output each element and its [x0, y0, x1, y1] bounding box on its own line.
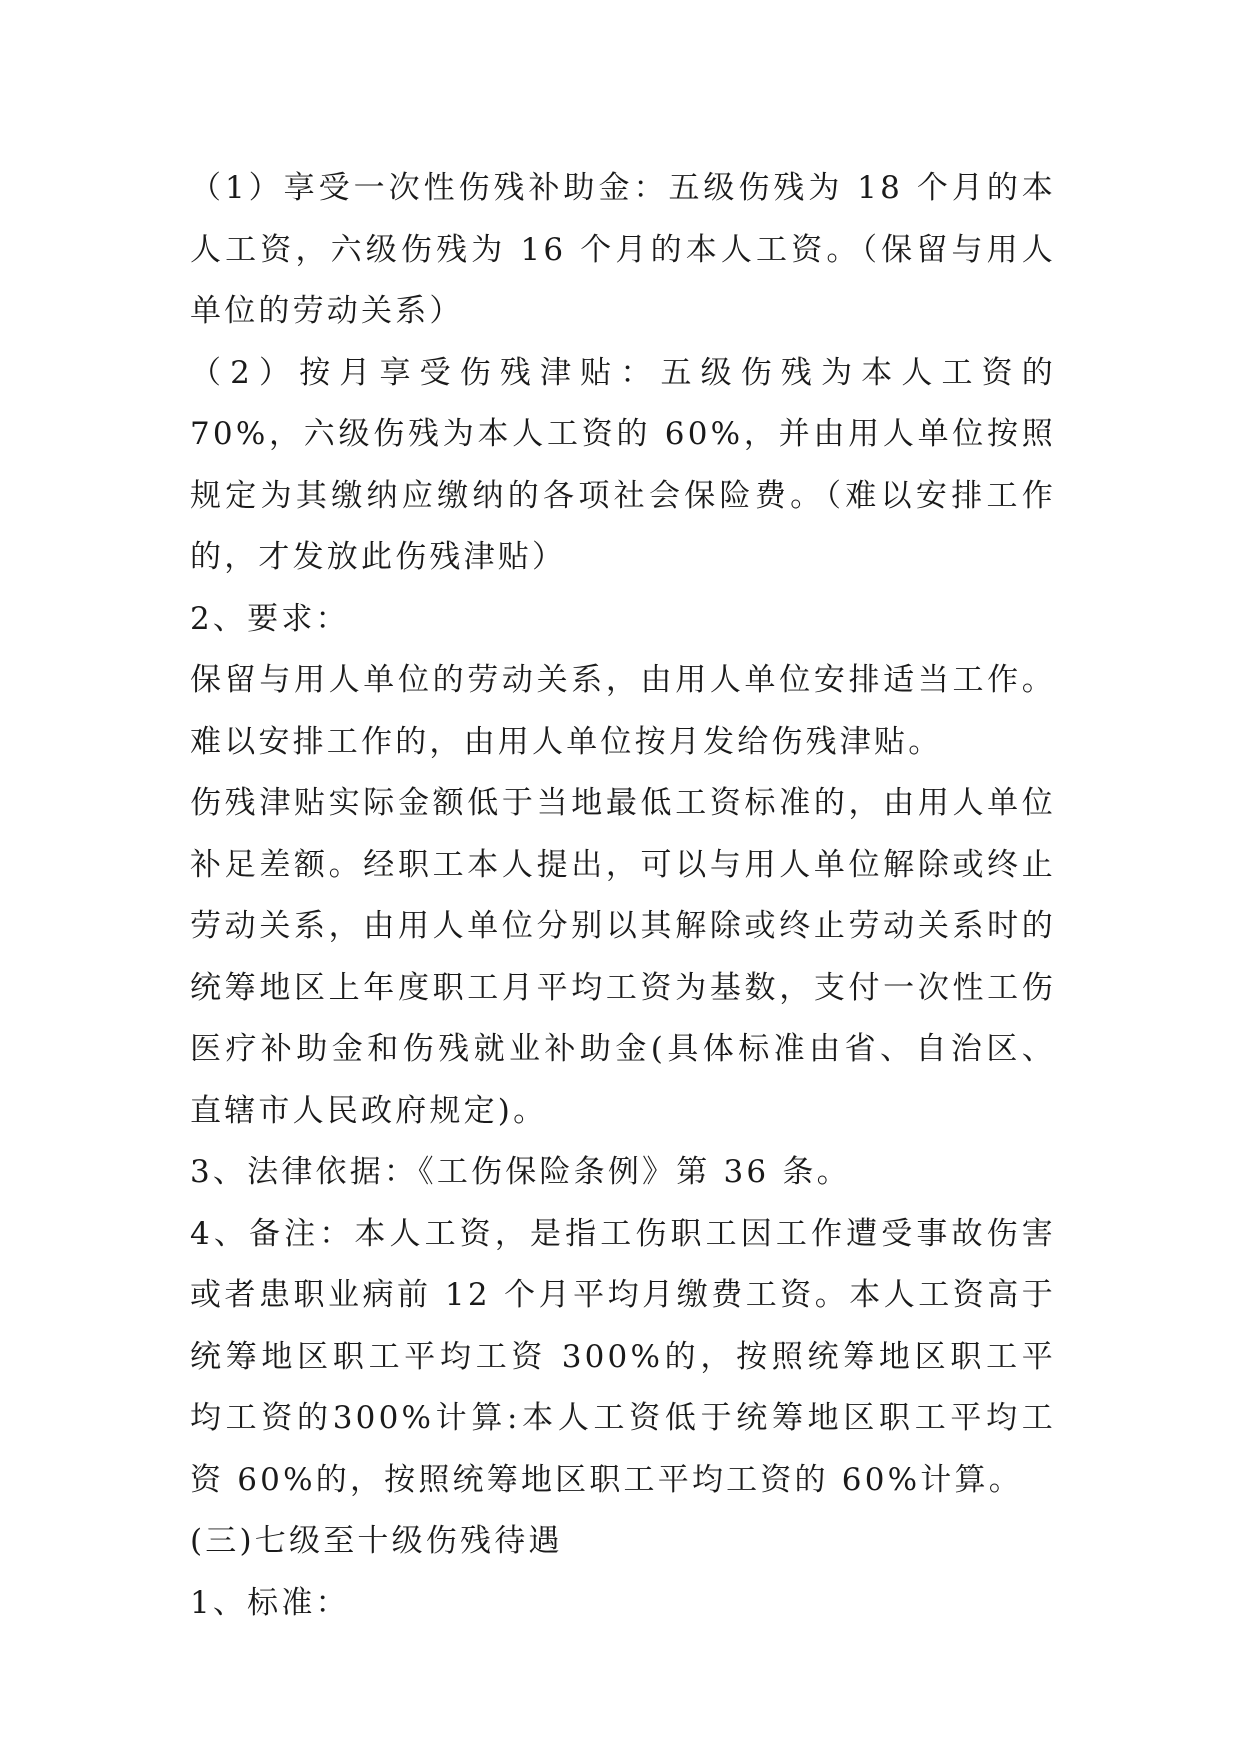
paragraph-requirements-keep-relation: 保留与用人单位的劳动关系，由用人单位安排适当工作。难以安排工作的，由用人单位按月发给伤残津贴。	[190, 662, 1056, 760]
section-heading-grade7-10: (三)七级至十级伤残待遇	[190, 1523, 563, 1559]
paragraph-standard-heading: 1、标准：	[190, 1584, 350, 1621]
paragraph-legal-basis: 3、法律依据：《工伤保险条例》第 36 条。	[190, 1154, 851, 1190]
paragraph-remarks: 4、备注：本人工资，是指工伤职工因工作遭受事故伤害或者患职业病前 12 个月平均月缴费工资。本人工资高于统筹地区职工平均工资 300%的，按照统筹地区职工平均工资的300%计算:本人工资低于统筹地区职工平均工资 60%的，按照统筹地区职工平均工资的 60%计算。	[190, 1215, 1056, 1498]
paragraph-requirements-heading: 2、要求：	[190, 600, 350, 637]
document-body	[190, 158, 1056, 1634]
paragraph-requirements-allowance-shortfall: 伤残津贴实际金额低于当地最低工资标准的，由用人单位补足差额。经职工本人提出，可以与用人单位解除或终止劳动关系，由用人单位分别以其解除或终止劳动关系时的统筹地区上年度职工月平均工资为基数，支付一次性工伤医疗补助金和伤残就业补助金(具体标准由省、自治区、直辖市人民政府规定)。	[190, 785, 1056, 1129]
paragraph-grade5-6-monthly-allowance: （2）按月享受伤残津贴：五级伤残为本人工资的 70%，六级伤残为本人工资的 60%，并由用人单位按照规定为其缴纳应缴纳的各项社会保险费。（难以安排工作的，才发放此伤残津贴）	[190, 354, 1056, 575]
paragraph-grade5-6-lump-sum: （1）享受一次性伤残补助金：五级伤残为 18 个月的本人工资，六级伤残为 16 个月的本人工资。（保留与用人单位的劳动关系）	[190, 170, 1056, 329]
